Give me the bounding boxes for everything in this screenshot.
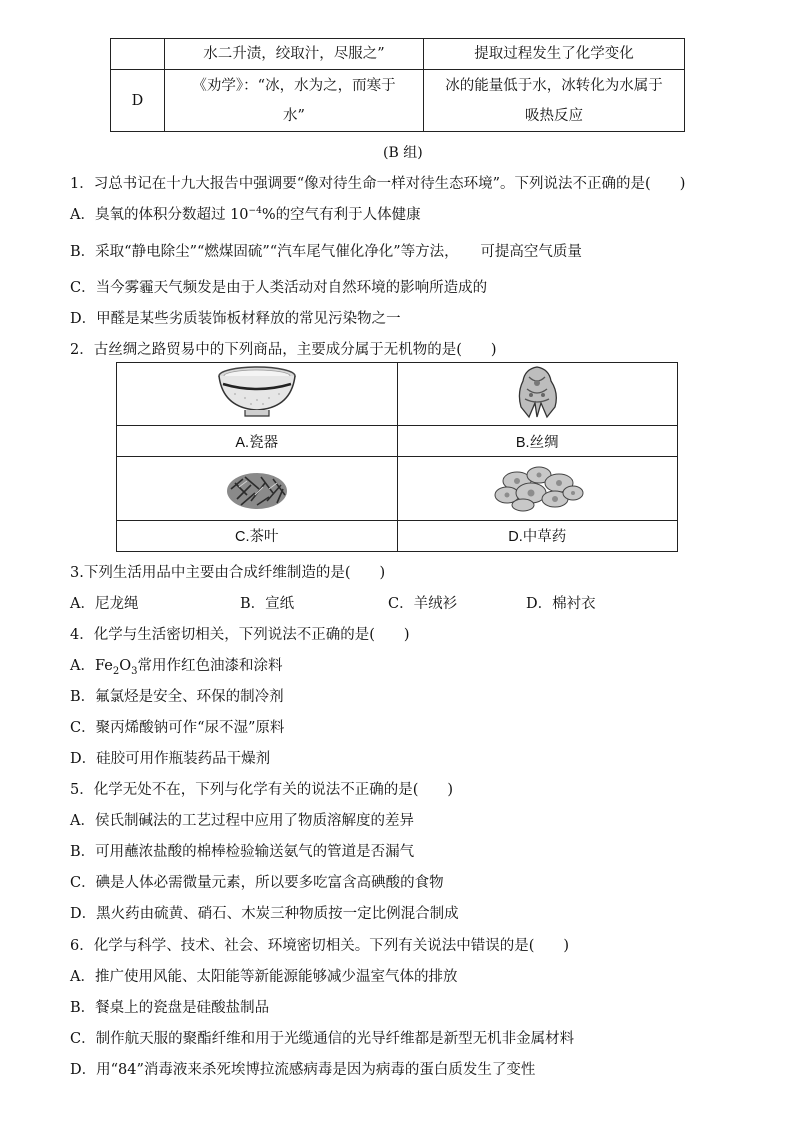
silk-scarf-image — [397, 363, 678, 426]
question-1-option-c: C．当今雾霾天气频发是由于人类活动对自然环境的影响所造成的 — [70, 280, 488, 296]
question-6-option-d: D．用“84”消毒液来杀死埃博拉流感病毒是因为病毒的蛋白质发生了变性 — [70, 1062, 536, 1078]
question-6-option-b: B．餐桌上的瓷盘是硅酸盐制品 — [70, 1000, 270, 1016]
question-3-option-d: D．棉衬衣 — [526, 596, 596, 612]
question-3-option-b: B．宣纸 — [240, 596, 295, 612]
question-4-option-b: B．氟氯烃是安全、环保的制冷剂 — [70, 689, 284, 705]
question-3-stem: 3.下列生活用品中主要由合成纤维制造的是( ) — [70, 565, 386, 581]
tea-icon — [221, 459, 293, 515]
porcelain-bowl-image — [117, 363, 398, 426]
question-1-option-a: A．臭氧的体积分数超过 $10^{-4}\%$的空气有利于人体健康 — [70, 206, 421, 223]
question-5-option-c: C．碘是人体必需微量元素，所以要多吃富含高碘酸的食物 — [70, 875, 444, 891]
table-cell: 水二升渍，绞取汁，尽服之” — [165, 39, 424, 70]
bowl-icon — [215, 364, 299, 420]
question-3-option-a: A．尼龙绳 — [70, 596, 139, 612]
question-1-stem: 1．习总书记在十九大报告中强调要“像对待生命一样对待生态环境”。下列说法不正确的是( ) — [70, 176, 686, 192]
question-6-option-a: A．推广使用风能、太阳能等新能源能够减少温室气体的排放 — [70, 969, 458, 985]
table-cell-empty — [111, 39, 165, 70]
question-6-stem: 6．化学与科学、技术、社会、环境密切相关。下列有关说法中错误的是( ) — [70, 938, 570, 954]
question-4-option-c: C．聚丙烯酸钠可作“尿不湿”原料 — [70, 720, 285, 736]
question-4-option-d: D．硅胶可用作瓶装药品干燥剂 — [70, 751, 271, 767]
table-cell: 提取过程发生了化学变化 — [424, 39, 685, 70]
question-4-stem: 4．化学与生活密切相关，下列说法不正确的是( ) — [70, 627, 410, 643]
question-5-option-d: D．黑火药由硫黄、硝石、木炭三种物质按一定比例混合制成 — [70, 906, 459, 922]
question-6-option-c: C．制作航天服的聚酯纤维和用于光缆通信的光导纤维都是新型无机非金属材料 — [70, 1031, 575, 1047]
question-4-option-a: A．$Fe_2O_3$常用作红色油漆和涂料 — [70, 658, 283, 677]
scarf-icon — [507, 363, 567, 421]
top-options-table — [110, 38, 685, 132]
table-cell: 冰的能量低于水，冰转化为水属于 吸热反应 — [424, 70, 685, 132]
tea-leaves-image — [117, 457, 398, 520]
question-2-image-table — [116, 362, 678, 552]
question-5-stem: 5．化学无处不在，下列与化学有关的说法不正确的是( ) — [70, 782, 454, 798]
caption-b: B.丝绸 — [397, 426, 678, 457]
caption-a: A.瓷器 — [117, 426, 398, 457]
question-5-option-b: B．可用蘸浓盐酸的棉棒检验输送氨气的管道是否漏气 — [70, 844, 415, 860]
question-2-stem: 2．古丝绸之路贸易中的下列商品，主要成分属于无机物的是( ) — [70, 342, 497, 358]
group-title: (B 组) — [383, 145, 423, 161]
option-label-d: D — [111, 70, 165, 132]
caption-d: D.中草药 — [397, 520, 678, 551]
question-5-option-a: A．侯氏制碱法的工艺过程中应用了物质溶解度的差异 — [70, 813, 414, 829]
question-1-option-d: D．甲醛是某些劣质装饰板材释放的常见污染物之一 — [70, 311, 401, 327]
caption-c: C.茶叶 — [117, 520, 398, 551]
question-3-option-c: C．羊绒衫 — [388, 596, 458, 612]
table-cell: 《劝学》：“冰，水为之，而寒于 水” — [165, 70, 424, 132]
herbal-medicine-image — [397, 457, 678, 520]
herb-slices-icon — [487, 459, 587, 515]
question-1-option-b: B．采取“静电除尘”“燃煤固硫”“汽车尾气催化净化”等方法， 可提高空气质量 — [70, 244, 582, 260]
